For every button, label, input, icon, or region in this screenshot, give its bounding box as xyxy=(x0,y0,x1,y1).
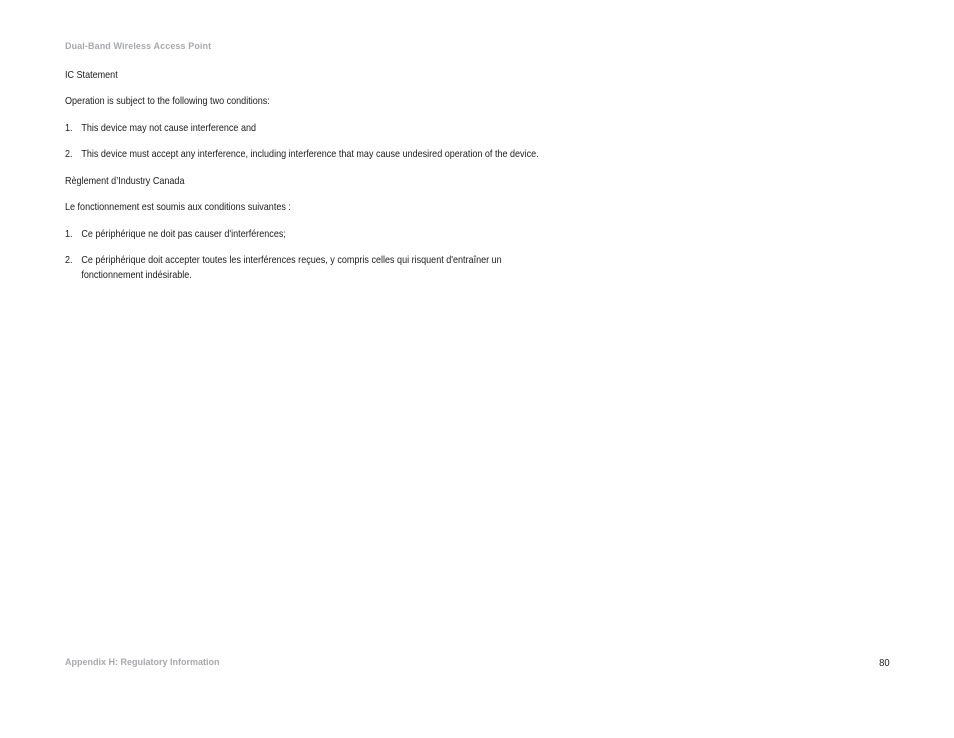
list-number: 1. xyxy=(65,228,73,240)
fr-intro-paragraph: Le fonctionnement est soumis aux conditions suivantes : xyxy=(65,201,291,213)
list-number: 2. xyxy=(65,148,73,160)
ic-intro-paragraph: Operation is subject to the following two conditions: xyxy=(65,95,270,107)
fr-list-item-1 xyxy=(65,227,286,242)
industry-canada-heading: Règlement d’Industry Canada xyxy=(65,175,185,187)
list-item-text: Ce périphérique ne doit pas causer d'interférences; xyxy=(81,228,286,240)
running-header: Dual-Band Wireless Access Point xyxy=(65,41,212,51)
fr-list-item-2 xyxy=(65,253,598,283)
list-item-text: Ce périphérique doit accepter toutes les interférences reçues, y compris celles qui risquent d'entraîner un fonctionnement indésirable. xyxy=(81,254,502,281)
ic-list-item-2 xyxy=(65,147,539,162)
list-number: 2. xyxy=(65,254,73,266)
list-number: 1. xyxy=(65,122,73,134)
ic-statement-heading: IC Statement xyxy=(65,69,118,81)
list-item-text: This device may not cause interference and xyxy=(81,122,257,134)
page-number: 80 xyxy=(879,657,890,669)
list-item-text: This device must accept any interference, including interference that may cause undesired operation of the device. xyxy=(81,148,539,160)
ic-list-item-1 xyxy=(65,121,256,136)
footer-section-title: Appendix H: Regulatory Information xyxy=(65,657,220,667)
